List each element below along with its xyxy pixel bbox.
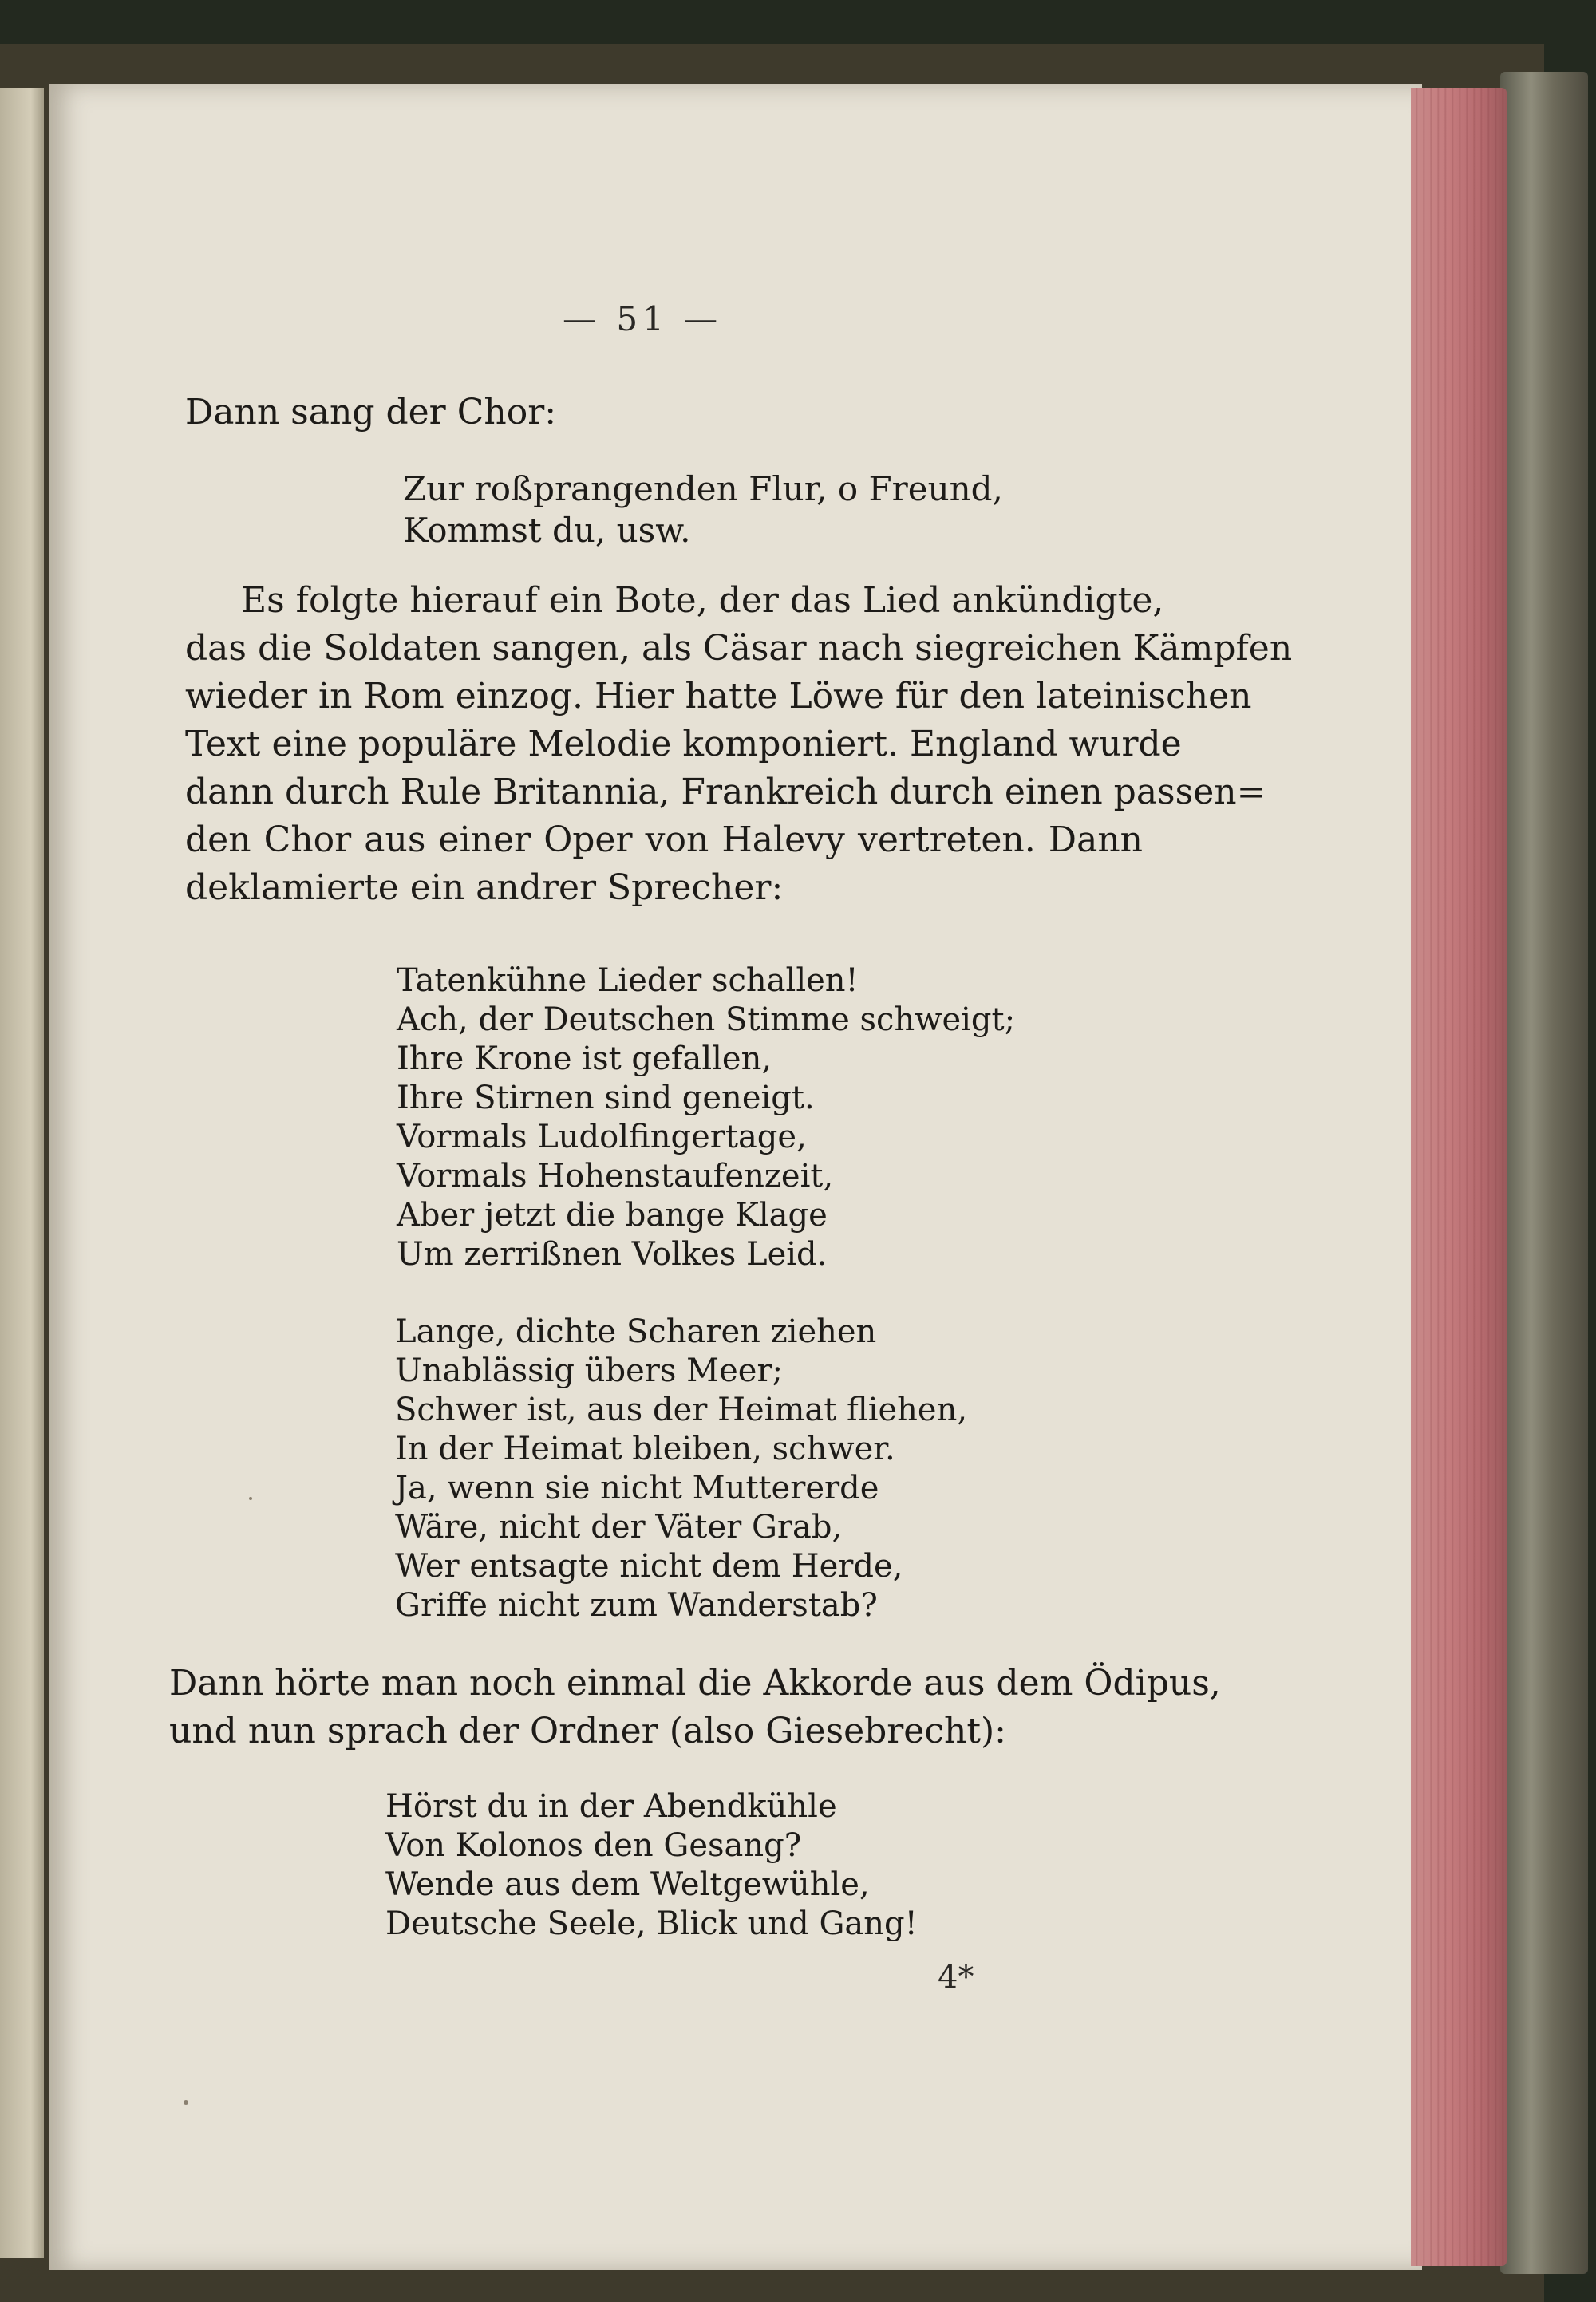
verse-line: Tatenkühne Lieder schallen! <box>397 962 859 999</box>
verse-line: Wende aus dem Weltgewühle, <box>385 1866 870 1903</box>
signature-mark: 4* <box>938 1959 974 1996</box>
verse-line: Ihre Krone ist gefallen, <box>397 1040 772 1077</box>
verse-line: Vormals Ludolfingertage, <box>397 1119 807 1155</box>
verse-line: Ja, wenn sie nicht Muttererde <box>395 1470 879 1506</box>
page-number: — 51 — <box>563 299 723 338</box>
chor-intro: Dann sang der Chor: <box>185 392 557 432</box>
paragraph-line: deklamierte ein andrer Sprecher: <box>185 867 784 908</box>
page-edge-texture <box>1411 88 1507 2266</box>
verse-line: Hörst du in der Abendkühle <box>385 1788 837 1825</box>
verse-line: Zur roßprangenden Flur, o Freund, <box>403 469 1003 508</box>
verse-line: Unablässig übers Meer; <box>395 1352 784 1389</box>
poem-stanza-2 <box>395 1313 967 1625</box>
paragraph-line: Text eine populäre Melodie komponiert. England wurde <box>185 724 1182 764</box>
verse-line: Vormals Hohenstaufenzeit, <box>397 1158 834 1194</box>
verse-line: Ihre Stirnen sind geneigt. <box>397 1080 815 1116</box>
verse-line: Um zerrißnen Volkes Leid. <box>397 1236 828 1273</box>
marbled-cover-edge <box>1500 72 1588 2274</box>
paragraph-line: das die Soldaten sangen, als Cäsar nach siegreichen Kämpfen <box>185 628 1293 669</box>
verse-line: Ach, der Deutschen Stimme schweigt; <box>397 1001 1016 1038</box>
paragraph-1 <box>185 577 1293 912</box>
verse-line: Wäre, nicht der Väter Grab, <box>395 1509 843 1546</box>
chor-verse <box>403 468 1003 551</box>
verse-line: Schwer ist, aus der Heimat fliehen, <box>395 1392 968 1428</box>
poem-stanza-3 <box>385 1787 918 1944</box>
paragraph-line: Dann hörte man noch einmal die Akkorde aus dem Ödipus, <box>169 1663 1221 1704</box>
verse-line: In der Heimat bleiben, schwer. <box>395 1431 895 1467</box>
verse-line: Deutsche Seele, Blick und Gang! <box>385 1905 918 1942</box>
paragraph-line: und nun sprach der Ordner (also Giesebrecht): <box>169 1711 1006 1751</box>
paragraph-line: den Chor aus einer Oper von Halevy vertreten. Dann <box>185 819 1143 860</box>
verse-line: Von Kolonos den Gesang? <box>385 1827 802 1864</box>
paper-speck <box>184 2100 188 2105</box>
left-page-edge <box>0 88 44 2258</box>
paragraph-line: wieder in Rom einzog. Hier hatte Löwe für den lateinischen <box>185 676 1252 717</box>
paper-speck <box>249 1497 252 1500</box>
paragraph-2 <box>169 1660 1221 1755</box>
verse-line: Kommst du, usw. <box>403 511 691 550</box>
paragraph-line: Es folgte hierauf ein Bote, der das Lied ankündigte, <box>241 580 1164 621</box>
verse-line: Wer entsagte nicht dem Herde, <box>395 1548 903 1585</box>
paragraph-line: dann durch Rule Britannia, Frankreich durch einen passen= <box>185 772 1266 812</box>
poem-stanza-1 <box>397 961 1015 1274</box>
verse-line: Griffe nicht zum Wanderstab? <box>395 1587 878 1624</box>
verse-line: Aber jetzt die bange Klage <box>397 1197 828 1234</box>
verse-line: Lange, dichte Scharen ziehen <box>395 1313 877 1350</box>
